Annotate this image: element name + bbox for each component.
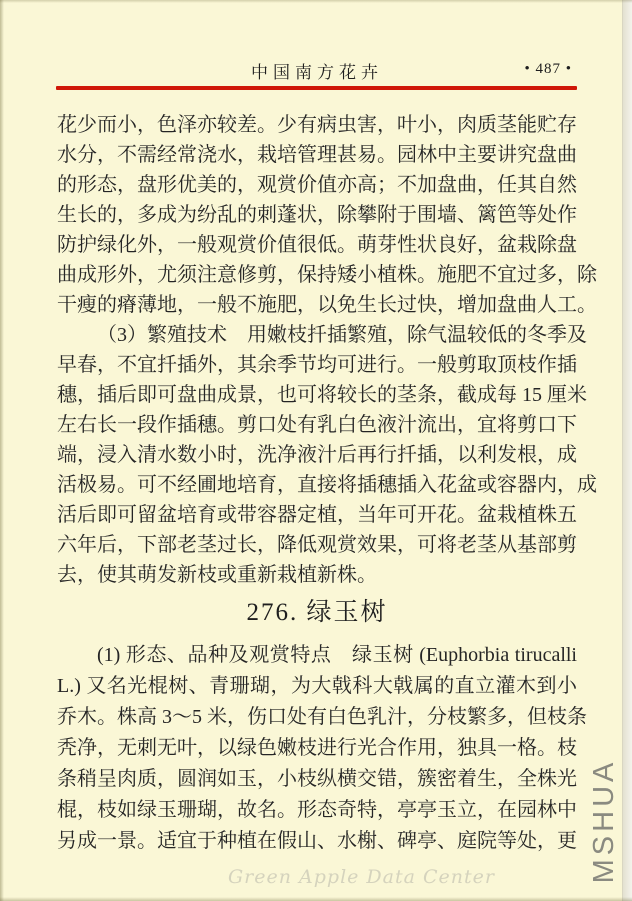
body-line: 端，浸入清水数小时，洗净液汁后再行扦插，以利发根，成 xyxy=(57,444,577,466)
body-line: 棍，枝如绿玉珊瑚，故名。形态奇特，亭亭玉立，在园林中 xyxy=(57,799,577,821)
body-line: 左右长一段作插穗。剪口处有乳白色液汁流出，宜将剪口下 xyxy=(57,414,577,436)
body-line: 活后即可留盆培育或带容器定植，当年可开花。盆栽植株五 xyxy=(57,504,577,526)
body-line-paragraph-start: (1) 形态、品种及观赏特点 绿玉树 (Euphorbia tirucalli xyxy=(97,644,577,666)
body-text-section-a xyxy=(57,110,597,590)
body-line: 生长的，多成为纷乱的刺蓬状，除攀附于围墙、篱笆等处作 xyxy=(57,204,577,226)
body-line: 穗，插后即可盘曲成景，也可将较长的茎条，截成每 15 厘米 xyxy=(57,384,587,406)
body-line: 六年后，下部老茎过长，降低观赏效果，可将老茎从基部剪 xyxy=(57,534,577,556)
page-edge-top xyxy=(0,0,632,3)
body-line: 乔木。株高 3～5 米，伤口处有白色乳汁，分枝繁多，但枝条 xyxy=(57,706,587,728)
body-line: 防护绿化外，一般观赏价值很低。萌芽性状良好，盆栽除盘 xyxy=(57,234,577,256)
body-line-paragraph-start: （3）繁殖技术 用嫩枝扦插繁殖，除气温较低的冬季及 xyxy=(97,324,587,346)
body-line: 水分，不需经常浇水，栽培管理甚易。园林中主要讲究盘曲 xyxy=(57,144,577,166)
body-text-section-b xyxy=(57,640,587,857)
page-edge-bottom xyxy=(0,897,632,901)
body-line-paragraph-end: 去，使其萌发新枝或重新栽植新株。 xyxy=(57,564,377,586)
watermark-text: Green Apple Data Center xyxy=(228,866,495,888)
body-line: 干瘦的瘠薄地，一般不施肥，以免生长过快，增加盘曲人工。 xyxy=(57,294,597,316)
body-line: 的形态，盘形优美的，观赏价值亦高；不加盘曲，任其自然 xyxy=(57,174,577,196)
page-number: • 487 • xyxy=(524,61,572,77)
page-edge-right xyxy=(622,0,632,901)
body-line: 条稍呈肉质，圆润如玉，小枝纵横交错，簇密着生，全株光 xyxy=(57,768,577,790)
body-line: 另成一景。适宜于种植在假山、水榭、碑亭、庭院等处，更 xyxy=(57,830,577,852)
body-line: 早春，不宜扦插外，其余季节均可进行。一般剪取顶枝作插 xyxy=(57,354,577,376)
running-head xyxy=(57,58,577,84)
body-line: 秃净，无刺无叶，以绿色嫩枝进行光合作用，独具一格。枝 xyxy=(57,737,577,759)
header-rule-divider xyxy=(56,86,577,90)
body-line: 花少而小，色泽亦较差。少有病虫害，叶小，肉质茎能贮存 xyxy=(57,114,577,136)
body-line: 曲成形外，尤须注意修剪，保持矮小植株。施肥不宜过多，除 xyxy=(57,264,597,286)
body-line: L.) 又名光棍树、青珊瑚，为大戟科大戟属的直立灌木到小 xyxy=(57,675,577,697)
entry-heading: 276. 绿玉树 xyxy=(246,599,388,626)
book-title: 中国南方花卉 xyxy=(251,63,383,82)
vertical-edge-label: MSHUA xyxy=(588,758,620,884)
page-edge-left xyxy=(0,0,4,901)
body-line: 活极易。可不经圃地培育，直接将插穗插入花盆或容器内，成 xyxy=(57,474,597,496)
